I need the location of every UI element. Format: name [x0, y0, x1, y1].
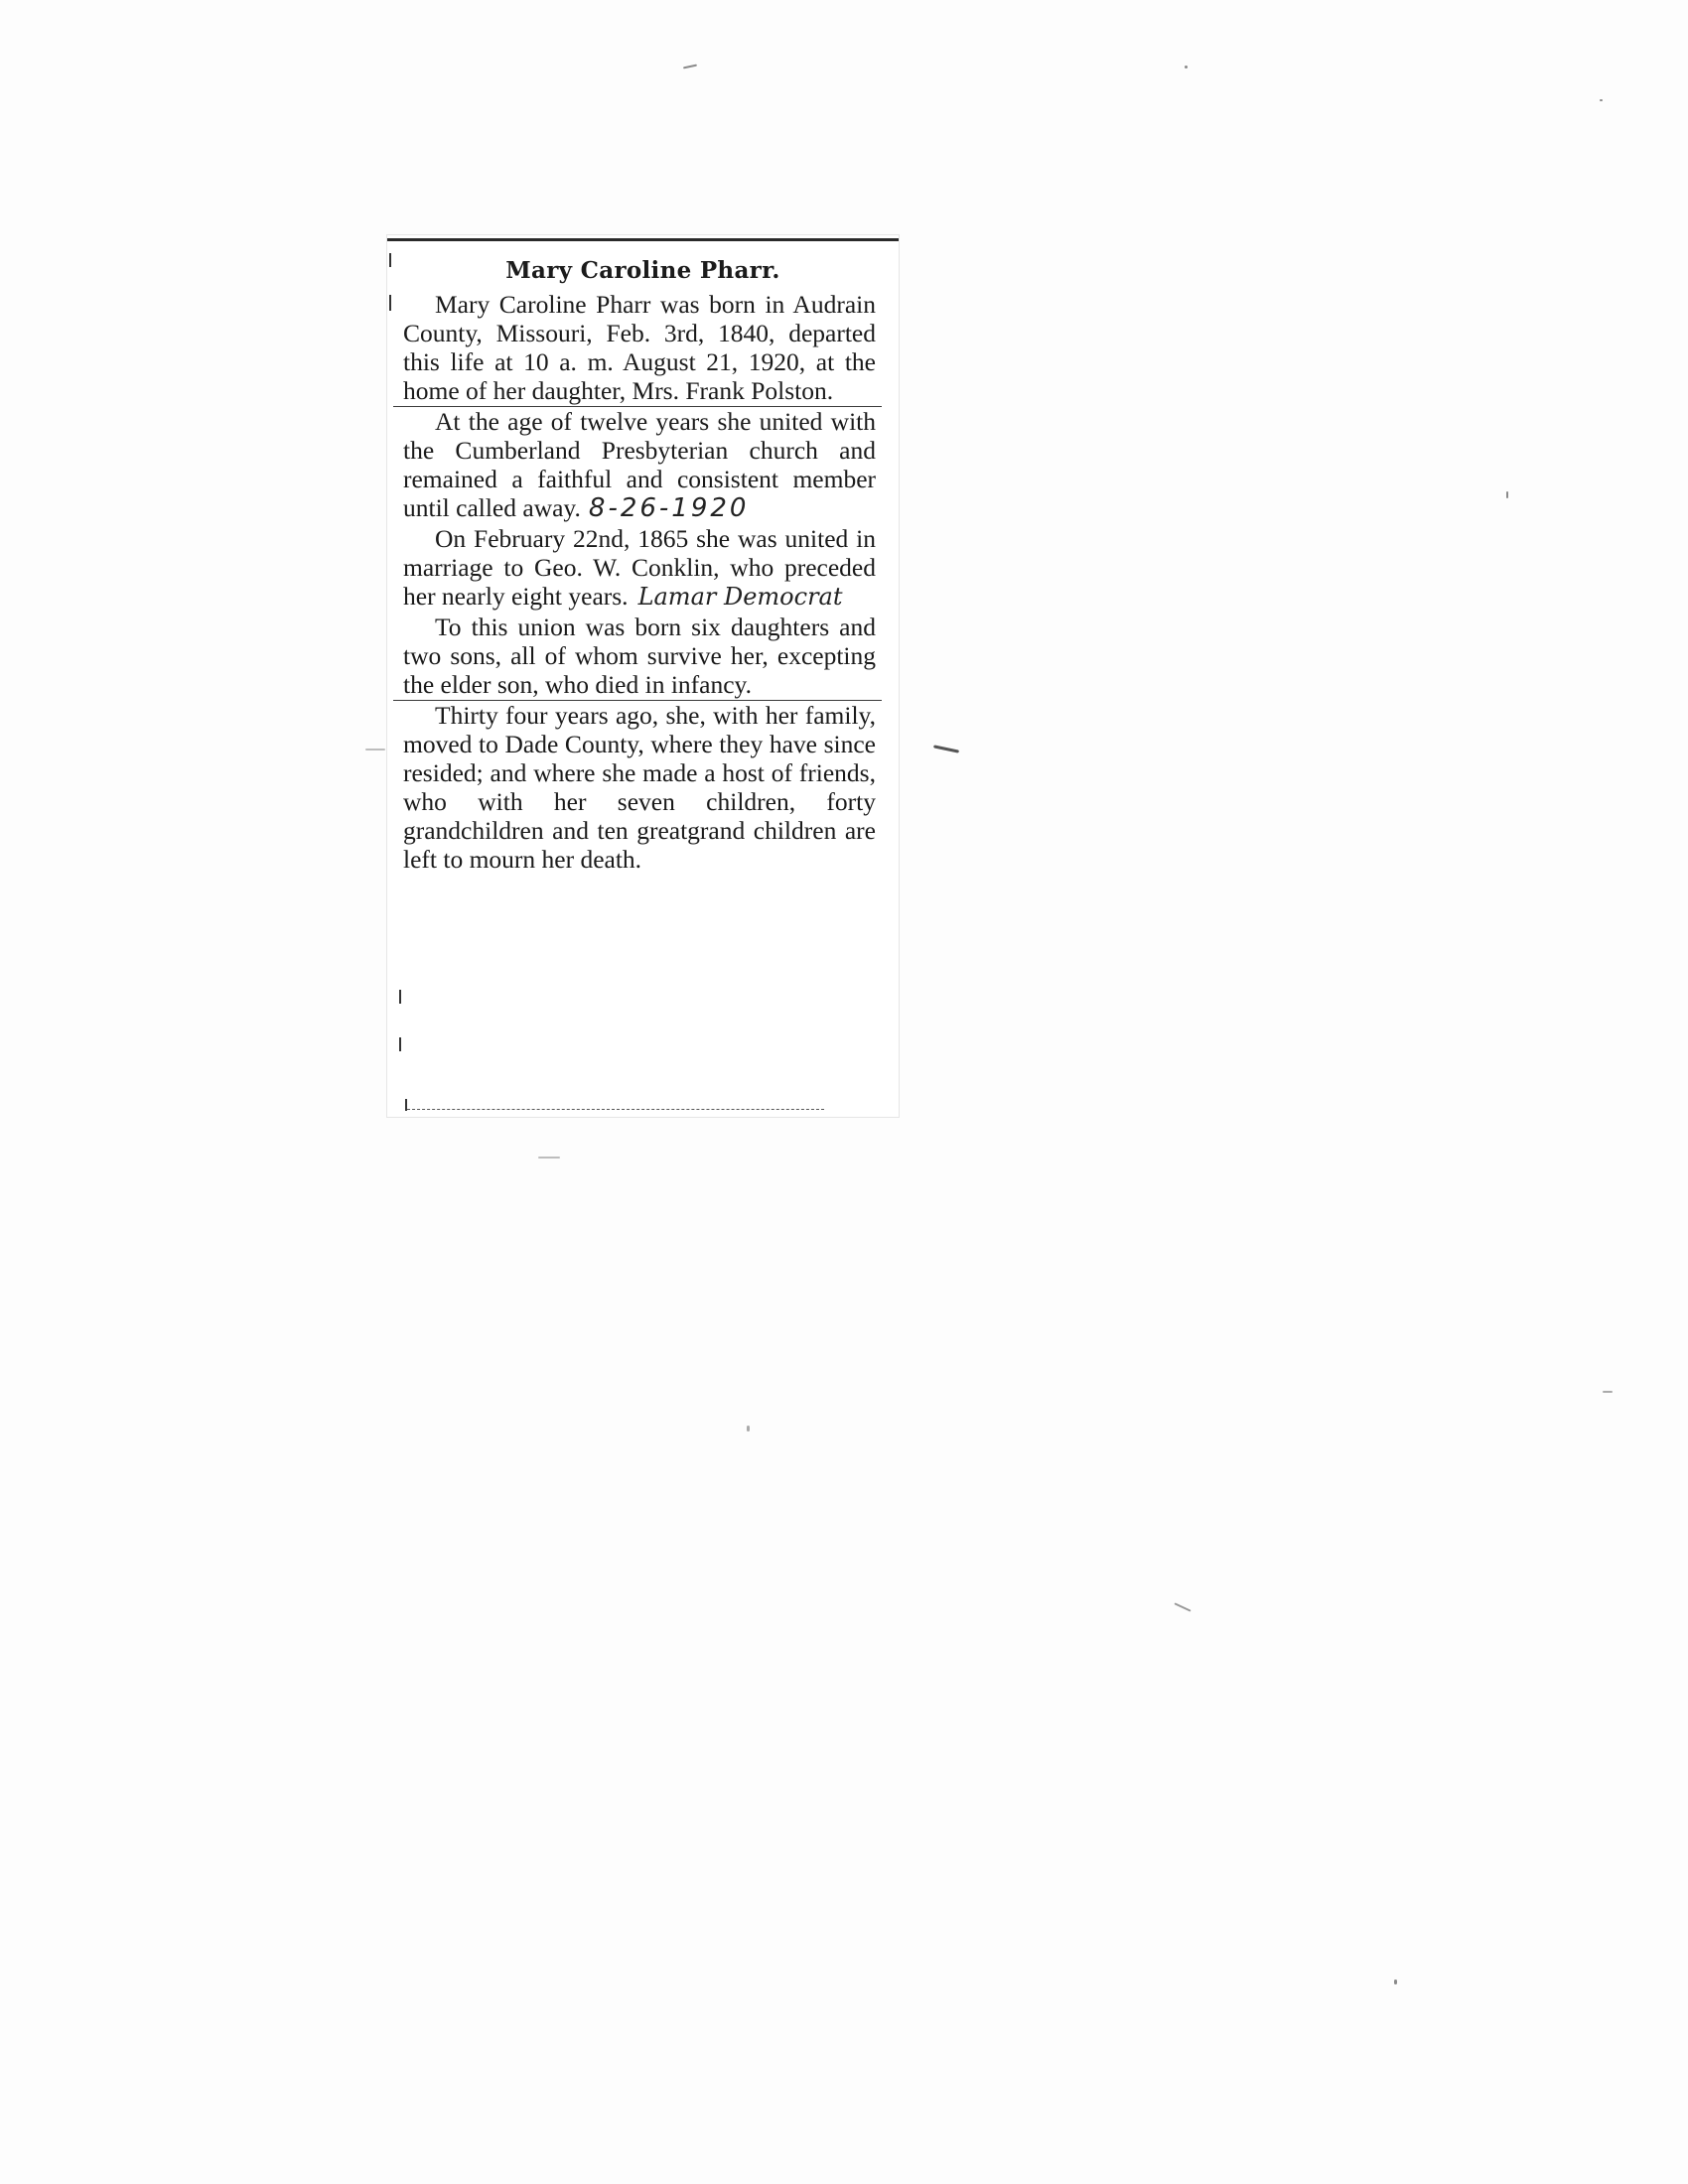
- clipping-bottom-rule: [407, 1109, 824, 1111]
- paragraph-family: Thirty four years ago, she, with her family, moved to Dade County, where they have since resided; and where she made a host of friends, who with her seven children, forty grandchildren and ten greatgrand children are left to mourn her death.: [403, 701, 876, 874]
- scan-speck: [1603, 1391, 1613, 1393]
- handwritten-source: Lamar Democrat: [637, 583, 843, 611]
- obituary-title: Mary Caroline Pharr.: [505, 257, 780, 284]
- paragraph-children: To this union was born six daughters and two sons, all of whom survive her, excepting the elder son, who died in infancy.: [403, 613, 876, 699]
- scan-speck: [1506, 491, 1508, 498]
- obituary-body: [401, 290, 878, 874]
- scan-speck: [933, 745, 959, 752]
- scan-speck: [1185, 66, 1188, 68]
- paragraph-church: [401, 407, 878, 523]
- scan-speck: [365, 749, 385, 751]
- scan-speck: [747, 1426, 750, 1432]
- scan-speck: [538, 1157, 560, 1159]
- scan-speck: [1394, 1979, 1397, 1984]
- column-edge-mark: [399, 1037, 401, 1051]
- column-edge-mark: [389, 295, 391, 311]
- column-edge-mark: [399, 990, 401, 1004]
- scan-speck: [683, 65, 697, 69]
- paragraph-church-text: At the age of twelve years she united with the Cumberland Presbyterian church and remained a faithful and consistent member until called away.: [403, 407, 876, 522]
- scan-speck: [1600, 99, 1603, 101]
- scan-speck: [1174, 1602, 1191, 1611]
- paragraph-birth-death: Mary Caroline Pharr was born in Audrain County, Missouri, Feb. 3rd, 1840, departed this life at 10 a. m. August 21, 1920, at the home of her daughter, Mrs. Frank Polston.: [403, 290, 876, 405]
- paragraph-marriage: [401, 524, 878, 612]
- paragraph-marriage-text: On February 22nd, 1865 she was united in marriage to Geo. W. Conklin, who preceded her nearly eight years.: [403, 524, 876, 611]
- handwritten-date: 8-26-1920: [588, 493, 750, 523]
- obituary-clipping: [387, 235, 899, 1117]
- clipping-top-rule: [387, 238, 899, 241]
